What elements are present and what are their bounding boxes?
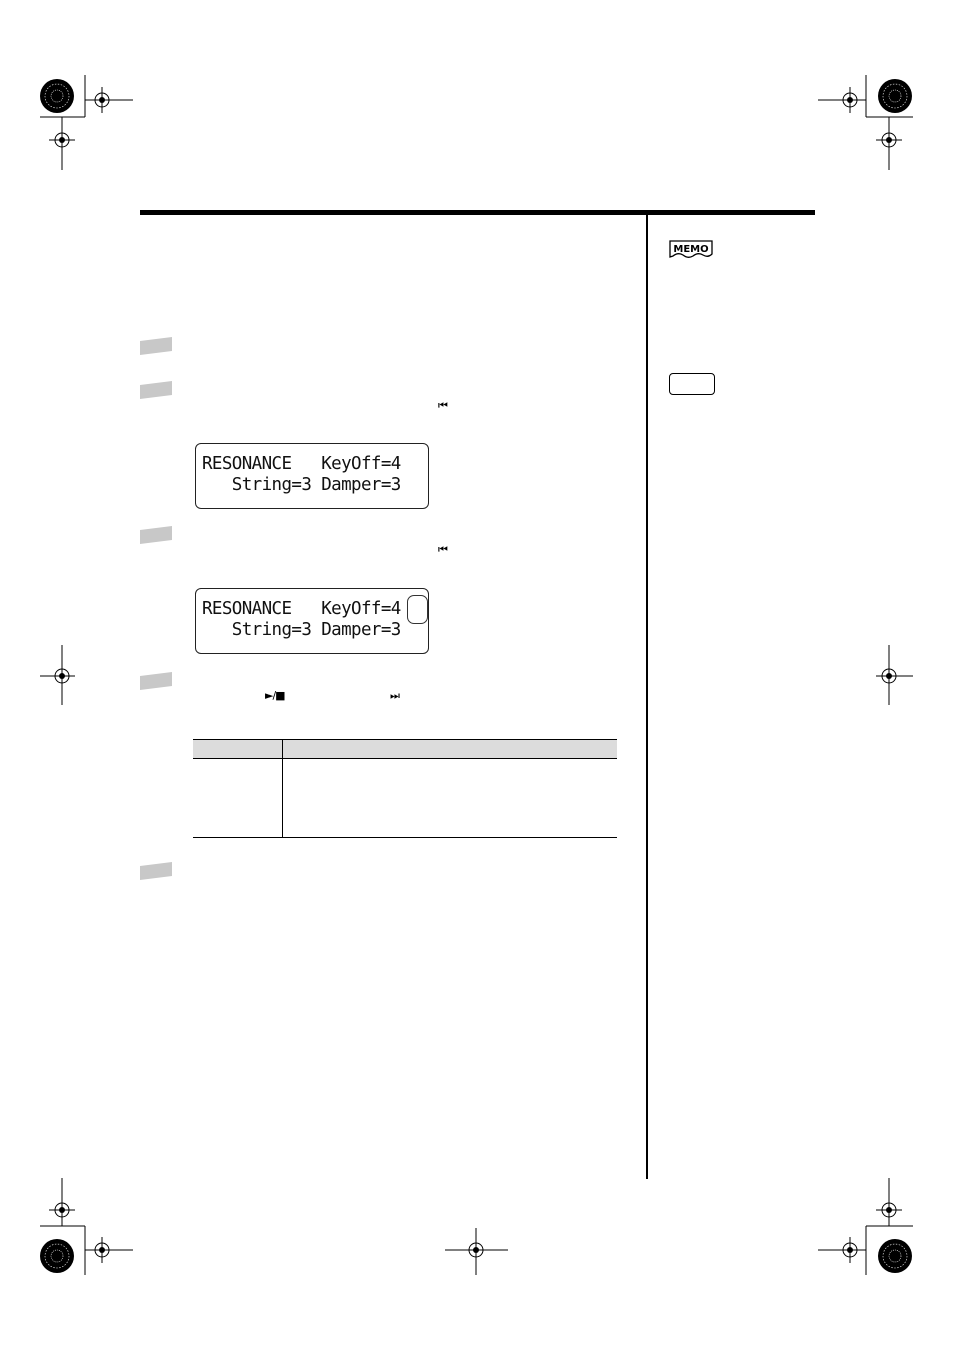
table-bottom-rule (193, 837, 617, 838)
step-marker-4 (140, 672, 172, 690)
lcd-display-1 (195, 443, 429, 509)
cursor-highlight (407, 595, 428, 624)
play-stop-icon: ►/■ (265, 689, 285, 702)
step-marker-1 (140, 337, 172, 355)
rewind-icon: ⏮ (438, 399, 447, 412)
sidebar-divider (646, 214, 648, 1179)
memo-icon (668, 238, 714, 260)
lcd-line-2: String=3 Damper=3 (202, 475, 401, 495)
step-marker-5 (140, 862, 172, 880)
svg-text:MEMO: MEMO (673, 244, 709, 255)
lcd-display-2 (195, 588, 429, 654)
note-icon (669, 373, 715, 395)
rewind-icon: ⏮ (438, 543, 447, 556)
step-marker-3 (140, 526, 172, 544)
step-marker-2 (140, 381, 172, 399)
header-rule (140, 210, 815, 215)
settings-table (193, 739, 617, 838)
lcd-line-2: String=3 Damper=3 (202, 620, 401, 640)
table-column-divider (282, 739, 283, 838)
lcd-line-1: RESONANCE KeyOff=4 (202, 454, 401, 474)
table-header (193, 739, 617, 759)
fast-forward-icon: ⏭ (390, 689, 399, 702)
lcd-line-1: RESONANCE KeyOff=4 (202, 599, 401, 619)
